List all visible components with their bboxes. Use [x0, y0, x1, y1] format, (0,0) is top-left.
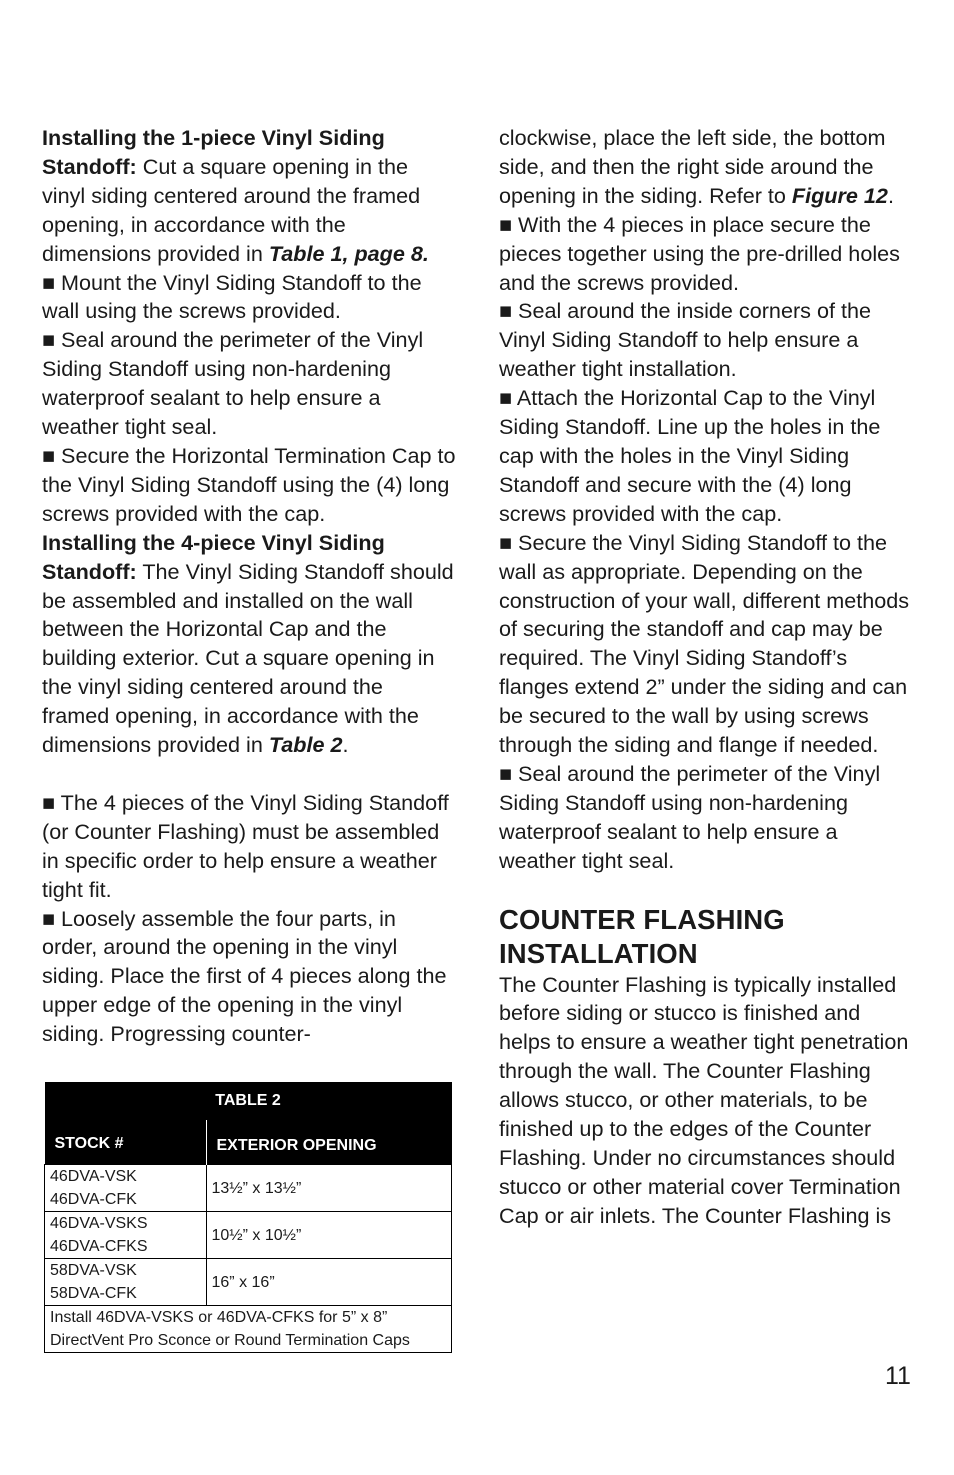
heading-4-piece: Installing the 4-piece Vinyl Siding Standoff: — [42, 529, 385, 584]
section-heading-counter-flashing: COUNTER FLASHING INSTALLATION — [499, 903, 785, 969]
bullet-mount-standoff: ■ Mount the Vinyl Siding Standoff to the wall using the screws provided. — [42, 269, 422, 324]
table-note-row: Install 46DVA-VSKS or 46DVA-CFKS for 5” x 8” DirectVent Pro Sconce or Round Termination Caps — [45, 1306, 452, 1353]
bullet-seal-perimeter-2: ■ Seal around the perimeter of the Vinyl Siding Standoff using non-hardening waterproof sealant to help ensure a weather tight seal. — [499, 760, 881, 873]
paragraph-4-piece-install: Installing the 4-piece Vinyl Siding Standoff: The Vinyl Siding Standoff should be assembled and installed on the wall between the Horizontal Cap and the building exterior. Cut a square opening in the vinyl siding centered around the framed opening, in accordance with the dimensions provided in Table 2. — [42, 529, 454, 758]
bullet-secure-cap: ■ Secure the Horizontal Termination Cap to the Vinyl Siding Standoff using the (4) long screws provided with the cap. — [42, 442, 456, 526]
paragraph-counter-flashing: The Counter Flashing is typically installed before siding or stucco is finished and helps to ensure a weather tight penetration through the wall. The Counter Flashing allows stucco, or other materials, to be finished up to the edges of the Counter Flashing. Under no circumstances should stucco or other material cover Termination Cap or air inlets. The Counter Flashing is — [499, 971, 909, 1228]
bullet-seal-perimeter: ■ Seal around the perimeter of the Vinyl Siding Standoff using non-hardening waterproof sealant to help ensure a weather tight seal. — [42, 327, 424, 440]
table-row: 58DVA-VSK 58DVA-CFK 16” x 16” — [45, 1259, 452, 1306]
column-header-stock: STOCK # — [45, 1120, 207, 1165]
column-header-opening: EXTERIOR OPENING — [206, 1120, 452, 1165]
left-column — [42, 124, 456, 1049]
right-column — [499, 124, 913, 1231]
bullet-loosely-assemble: ■ Loosely assemble the four parts, in order, around the opening in the vinyl siding. Place the first of 4 pieces along the upper edge of the opening in the vinyl siding. Progressing counter- — [42, 905, 447, 1047]
heading-1-piece: Installing the 1-piece Vinyl Siding Standoff: — [42, 125, 385, 179]
paragraph-continued: clockwise, place the left side, the bottom side, and then the right side around the opening in the siding. Refer to Figure 12. — [499, 125, 894, 208]
table-row: 46DVA-VSKS 46DVA-CFKS 10½” x 10½” — [45, 1212, 452, 1259]
bullet-secure-pieces: ■ With the 4 pieces in place secure the pieces together using the pre-drilled holes and the screws provided. — [499, 211, 900, 295]
table-2 — [44, 1082, 452, 1353]
table-1-reference: Table 1, page 8. — [268, 240, 429, 266]
bullet-assembly-order: ■ The 4 pieces of the Vinyl Siding Standoff (or Counter Flashing) must be assembled in specific order to help ensure a weather tight fit. — [42, 789, 449, 902]
bullet-attach-cap: ■ Attach the Horizontal Cap to the Vinyl Siding Standoff. Line up the holes in the cap with the holes in the Vinyl Siding Standoff and secure with the (4) long screws provided with the cap. — [499, 385, 881, 526]
table-row: 46DVA-VSK 46DVA-CFK 13½” x 13½” — [45, 1165, 452, 1212]
bullet-secure-to-wall: ■ Secure the Vinyl Siding Standoff to the wall as appropriate. Depending on the construction of your wall, different methods of securing the standoff and cap may be required. The Vinyl Siding Standoff’s flanges extend 2” under the siding and can be secured to the wall by using screws through the siding and flange if needed. — [499, 529, 910, 758]
table-title: TABLE 2 — [45, 1082, 452, 1120]
bullet-seal-corners: ■ Seal around the inside corners of the Vinyl Siding Standoff to help ensure a weather tight installation. — [499, 298, 871, 382]
table-2-reference: Table 2 — [268, 732, 343, 758]
page-number: 11 — [885, 1362, 911, 1390]
paragraph-1-piece-install: Installing the 1-piece Vinyl Siding Standoff: Cut a square opening in the vinyl siding centered around the framed opening, in accordance with the dimensions provided in Table 1, page 8. — [42, 125, 429, 266]
figure-12-reference: Figure 12 — [791, 182, 888, 208]
